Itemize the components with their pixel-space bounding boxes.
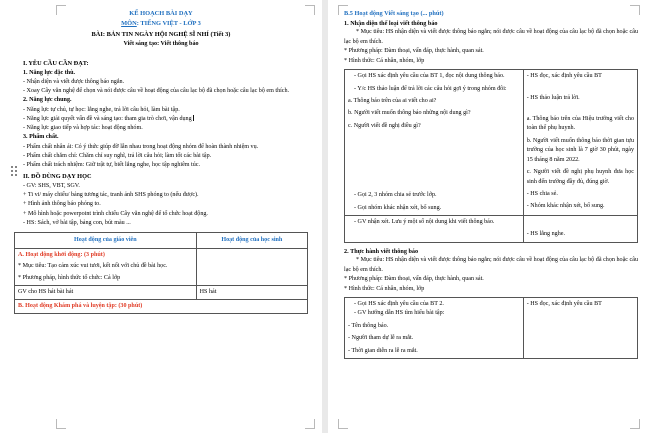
heading-b5-sub: 1. Nhận diện thể loại viết thông báo bbox=[344, 19, 438, 27]
activity-a-method: * Phương pháp, hình thức tổ chức: Cả lớp bbox=[18, 274, 121, 281]
table-cell-teacher[interactable] bbox=[345, 70, 524, 216]
list-item: + Ti vi/ máy chiếu/ bảng tương tác, tranh ảnh SHS phóng to (nếu được). bbox=[23, 192, 199, 199]
crop-mark-bottom-right-icon bbox=[630, 419, 640, 429]
margin-drag-handle[interactable] bbox=[11, 166, 18, 177]
answer-c: c. Người viết đề nghị phụ huynh đưa học sinh đến trường đầy đủ, đúng giờ. bbox=[526, 169, 634, 185]
activity-a-objective: * Mục tiêu: Tạo cảm xúc vui tươi, kết nối với chủ đề bài học. bbox=[18, 263, 168, 270]
table-header-teacher: Hoạt động của giáo viên bbox=[15, 233, 197, 249]
list-item: - Xoay Cây văn nghệ để chọn và nói được câu về hoạt động của câu lạc bộ đã chọn hoặc câu lạc bộ em thích. bbox=[23, 88, 290, 95]
doc-title-line2 bbox=[14, 19, 308, 29]
heading-section-1-sub-1: 1. Năng lực đặc thù. bbox=[23, 69, 76, 76]
step-text: - Người tham dự lễ ra mắt. bbox=[348, 335, 414, 342]
response-text: - HS lắng nghe. bbox=[526, 231, 565, 238]
table-cell-student[interactable] bbox=[523, 70, 637, 216]
response-text: - HS thảo luận trả lời. bbox=[526, 94, 580, 101]
table-cell-student[interactable] bbox=[523, 297, 637, 358]
crop-mark-bottom-right-icon bbox=[305, 419, 315, 429]
list-item: - Phẩm chất trách nhiệm: Giữ trật tự, biết lắng nghe, học tập nghiêm túc. bbox=[23, 162, 201, 169]
b5-activity-table[interactable] bbox=[344, 69, 638, 243]
list-item: + Hình ảnh thông báo phóng to. bbox=[23, 201, 101, 208]
response-text: - HS chia sẻ. bbox=[526, 191, 558, 198]
practice-activity-table[interactable] bbox=[344, 297, 638, 359]
step-text: - Gọi 2, 3 nhóm chia sẻ trước lớp. bbox=[354, 192, 437, 199]
activity-step-text: HS hát bbox=[199, 288, 217, 295]
step-text: - Thời gian diễn ra lễ ra mắt. bbox=[348, 347, 418, 354]
b5-method: * Phương pháp: Đàm thoại, vấn đáp, thực hành, quan sát. bbox=[344, 48, 484, 55]
crop-mark-bottom-left-icon bbox=[338, 419, 348, 429]
table-row[interactable] bbox=[345, 216, 638, 242]
left-page-body bbox=[14, 9, 308, 314]
heading-section-1-sub-2: 2. Năng lực chung. bbox=[23, 97, 72, 104]
doc-subject-label: MÔN bbox=[121, 20, 137, 28]
step-text: - Gọi HS xác định yêu cầu của BT 1, đọc nội dung thông báo. bbox=[354, 73, 505, 80]
list-item: - HS: Sách, vở bài tập, bảng con, bút màu ... bbox=[23, 219, 131, 226]
response-text: - Nhóm khác nhận xét, bổ sung. bbox=[526, 203, 605, 210]
table-row[interactable] bbox=[345, 70, 638, 216]
list-item-text: - Năng lực giải quyết vấn đề và sáng tạo: tham gia trò chơi, vận dụng bbox=[23, 115, 192, 122]
table-row[interactable] bbox=[15, 249, 308, 285]
practice-method: * Phương pháp: Đàm thoại, vấn đáp, thực hành, quan sát. bbox=[344, 276, 484, 283]
table-row[interactable] bbox=[15, 285, 308, 299]
activity-a-heading: A. Hoạt động khởi động: (3 phút) bbox=[18, 252, 105, 259]
table-header-row bbox=[15, 233, 308, 249]
step-text: - Tên thông báo. bbox=[348, 322, 389, 329]
step-text: - GV hướng dẫn HS tìm hiểu bài tập: bbox=[354, 310, 445, 317]
answer-b: b. Người viết muốn thông báo thời gian tựu trường của học sinh là 7 giờ 30 phút, ngày 15 tháng 8 năm 2022. bbox=[526, 137, 634, 163]
doc-title-line4: Viết sáng tạo: Viết thông báo bbox=[123, 41, 199, 48]
table-cell-teacher[interactable] bbox=[345, 216, 524, 242]
step-text: - GV nhận xét. Lưu ý một số nội dung khi viết thông báo. bbox=[354, 219, 495, 226]
activity-b-heading: B. Hoạt động Khám phá và luyện tập: (30 phút) bbox=[15, 299, 308, 313]
lesson-activity-table[interactable] bbox=[14, 232, 308, 314]
b5-form: * Hình thức: Cá nhân, nhóm, lớp bbox=[344, 57, 425, 64]
step-text: - Y/c HS thảo luận để trả lời các câu hỏi gợi ý trong nhóm đôi: bbox=[354, 85, 507, 92]
table-cell-teacher[interactable] bbox=[15, 249, 197, 285]
document-page-right[interactable] bbox=[328, 0, 650, 433]
list-item: - GV: SHS, VBT, SGV. bbox=[23, 182, 80, 189]
table-cell-teacher[interactable] bbox=[345, 297, 524, 358]
heading-section-1-sub-3: 3. Phẩm chất. bbox=[23, 134, 59, 141]
list-item: + Mô hình hoặc powerpoint trình chiếu Cây văn nghệ để tổ chức hoạt động. bbox=[23, 210, 208, 217]
document-page-left[interactable] bbox=[0, 0, 322, 433]
list-item: - Phẩm chất nhân ái: Có ý thức giúp đỡ lẫn nhau trong hoạt động nhóm để hoàn thành nhiệm vụ. bbox=[23, 143, 259, 150]
crop-mark-bottom-left-icon bbox=[56, 419, 66, 429]
list-item: - Phẩm chất chăm chỉ: Chăm chỉ suy nghĩ, trả lời câu hỏi; làm tốt các bài tập. bbox=[23, 152, 212, 159]
answer-a: a. Thông báo trên của Hiệu trưởng viết cho toàn thể phụ huynh. bbox=[526, 115, 634, 132]
doc-title-line1: KẾ HOẠCH BÀI DẠY bbox=[129, 10, 193, 17]
heading-section-2-practice: 2. Thực hành viết thông báo bbox=[344, 247, 419, 255]
list-item: - Nhận diện và viết được thông báo ngắn. bbox=[23, 78, 125, 85]
practice-form: * Hình thức: Cá nhân, nhóm, lớp bbox=[344, 285, 425, 292]
list-item: - Năng lực giao tiếp và hợp tác: hoạt động nhóm. bbox=[23, 125, 143, 132]
response-text: - HS đọc, xác định yêu cầu BT bbox=[526, 73, 602, 80]
table-row[interactable] bbox=[345, 297, 638, 358]
table-cell-teacher[interactable] bbox=[15, 285, 197, 299]
list-item-with-caret bbox=[23, 115, 308, 124]
table-cell-student[interactable] bbox=[523, 216, 637, 242]
doc-subject-rest: : TIẾNG VIỆT - LỚP 3 bbox=[136, 20, 201, 28]
table-header-student: Hoạt động của học sinh bbox=[196, 233, 307, 249]
heading-section-1: I. YÊU CẦU CẦN ĐẠT: bbox=[23, 59, 89, 67]
step-text: - Gọi HS xác định yêu cầu của BT 2. bbox=[354, 300, 444, 307]
question-c: c. Người viết đề nghị điều gì? bbox=[348, 122, 421, 129]
table-cell-student[interactable] bbox=[196, 249, 307, 285]
question-b: b. Người viết muốn thông báo những nội dung gì? bbox=[348, 110, 471, 117]
table-cell-student[interactable] bbox=[196, 285, 307, 299]
list-item: - Năng lực tự chủ, tự học: lắng nghe, trả lời câu hỏi, làm bài tập. bbox=[23, 106, 180, 113]
heading-b5: B.5 Hoạt động Viết sáng tạo (... phút) bbox=[344, 10, 444, 17]
table-row-full-width[interactable] bbox=[15, 299, 308, 313]
practice-objective: * Mục tiêu: HS nhận diện và viết được thông báo ngắn; nói được câu về hoạt động của câu lạc bộ đã chọn hoặc câu lạc bộ em thích. bbox=[344, 257, 638, 273]
response-text: - HS đọc, xác định yêu cầu BT bbox=[526, 300, 602, 307]
step-text: - Gọi nhóm khác nhận xét, bổ sung. bbox=[354, 204, 442, 211]
right-page-body bbox=[344, 9, 638, 359]
doc-title-line3: BÀI: BẢN TIN NGÀY HỘI NGHỆ SĨ NHÍ (Tiết 3) bbox=[91, 30, 231, 38]
question-a: a. Thông báo trên của ai viết cho ai? bbox=[348, 97, 437, 104]
heading-section-2: II. ĐỒ DÙNG DẠY HỌC bbox=[23, 173, 92, 181]
activity-step-text: GV cho HS hát bài hát bbox=[18, 288, 74, 295]
text-cursor-icon bbox=[193, 115, 194, 121]
b5-objective: * Mục tiêu: HS nhận diện và viết được thông báo ngắn; nói được câu về hoạt động của câu lạc bộ đã chọn hoặc câu lạc bộ em thích. bbox=[344, 29, 638, 45]
